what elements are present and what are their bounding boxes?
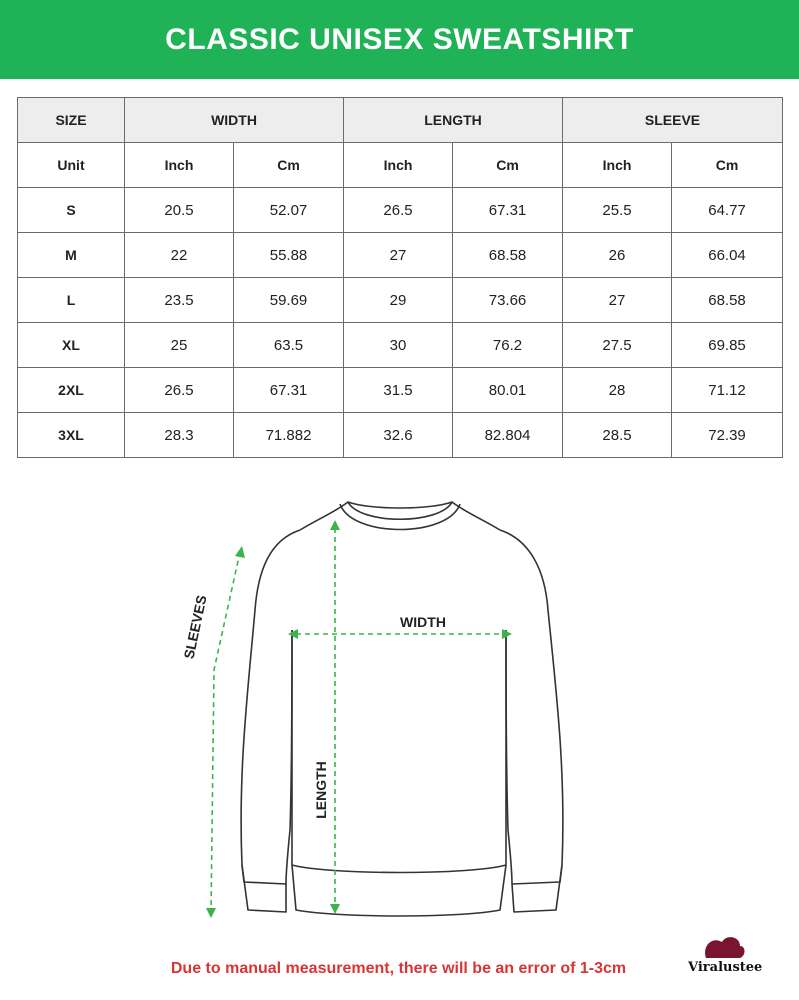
unit-cell: Inch xyxy=(563,143,672,188)
header-width: WIDTH xyxy=(125,98,344,143)
value-cell: 27 xyxy=(563,278,672,323)
header-size: SIZE xyxy=(18,98,125,143)
value-cell: 20.5 xyxy=(125,188,234,233)
value-cell: 82.804 xyxy=(453,413,563,458)
value-cell: 26.5 xyxy=(125,368,234,413)
value-cell: 68.58 xyxy=(672,278,783,323)
value-cell: 27.5 xyxy=(563,323,672,368)
value-cell: 64.77 xyxy=(672,188,783,233)
sleeves-label: SLEEVES xyxy=(180,593,210,661)
sweatshirt-diagram xyxy=(0,470,799,940)
value-cell: 66.04 xyxy=(672,233,783,278)
arrow-heads xyxy=(206,520,512,918)
title-banner xyxy=(0,0,799,79)
value-cell: 69.85 xyxy=(672,323,783,368)
arrow-head xyxy=(502,629,512,639)
table-row xyxy=(18,368,783,413)
size-chart-table xyxy=(17,97,783,458)
table-row xyxy=(18,323,783,368)
value-cell: 29 xyxy=(344,278,453,323)
value-cell: 67.31 xyxy=(453,188,563,233)
value-cell: 59.69 xyxy=(234,278,344,323)
arrow-head xyxy=(206,908,216,918)
table-row xyxy=(18,233,783,278)
value-cell: 28 xyxy=(563,368,672,413)
value-cell: 25.5 xyxy=(563,188,672,233)
value-cell: 27 xyxy=(344,233,453,278)
value-cell: 80.01 xyxy=(453,368,563,413)
size-cell: S xyxy=(18,188,125,233)
value-cell: 73.66 xyxy=(453,278,563,323)
value-cell: 23.5 xyxy=(125,278,234,323)
value-cell: 71.882 xyxy=(234,413,344,458)
sleeve-arrow xyxy=(211,552,240,912)
value-cell: 68.58 xyxy=(453,233,563,278)
sweatshirt-outline xyxy=(241,502,563,916)
unit-cell: Inch xyxy=(125,143,234,188)
value-cell: 30 xyxy=(344,323,453,368)
header-sleeve: SLEEVE xyxy=(563,98,783,143)
group-header-row xyxy=(18,98,783,143)
size-cell: M xyxy=(18,233,125,278)
size-cell: L xyxy=(18,278,125,323)
measurement-note xyxy=(0,960,799,978)
arrow-head xyxy=(235,546,245,558)
unit-label: Unit xyxy=(18,143,125,188)
unit-cell: Cm xyxy=(672,143,783,188)
page-title: CLASSIC UNISEX SWEATSHIRT xyxy=(165,22,634,56)
size-cell: XL xyxy=(18,323,125,368)
value-cell: 55.88 xyxy=(234,233,344,278)
value-cell: 28.3 xyxy=(125,413,234,458)
value-cell: 31.5 xyxy=(344,368,453,413)
arrow-head xyxy=(288,629,298,639)
arrow-head xyxy=(330,520,340,530)
value-cell: 26.5 xyxy=(344,188,453,233)
value-cell: 25 xyxy=(125,323,234,368)
brand-name: Viralustee xyxy=(688,960,763,975)
value-cell: 28.5 xyxy=(563,413,672,458)
size-cell: 2XL xyxy=(18,368,125,413)
value-cell: 52.07 xyxy=(234,188,344,233)
arrow-head xyxy=(330,904,340,914)
unit-header-row xyxy=(18,143,783,188)
measurement-arrows xyxy=(211,528,504,912)
value-cell: 76.2 xyxy=(453,323,563,368)
unit-cell: Cm xyxy=(453,143,563,188)
unit-cell: Inch xyxy=(344,143,453,188)
logo-mark xyxy=(705,937,744,958)
value-cell: 71.12 xyxy=(672,368,783,413)
unit-cell: Cm xyxy=(234,143,344,188)
value-cell: 32.6 xyxy=(344,413,453,458)
value-cell: 67.31 xyxy=(234,368,344,413)
width-label: WIDTH xyxy=(400,614,446,630)
size-cell: 3XL xyxy=(18,413,125,458)
table-row xyxy=(18,188,783,233)
value-cell: 26 xyxy=(563,233,672,278)
value-cell: 63.5 xyxy=(234,323,344,368)
table-row xyxy=(18,278,783,323)
value-cell: 72.39 xyxy=(672,413,783,458)
table-row xyxy=(18,413,783,458)
length-label: LENGTH xyxy=(313,761,329,819)
header-length: LENGTH xyxy=(344,98,563,143)
value-cell: 22 xyxy=(125,233,234,278)
measurement-note-text: Due to manual measurement, there will be an error of 1-3cm xyxy=(170,960,627,977)
